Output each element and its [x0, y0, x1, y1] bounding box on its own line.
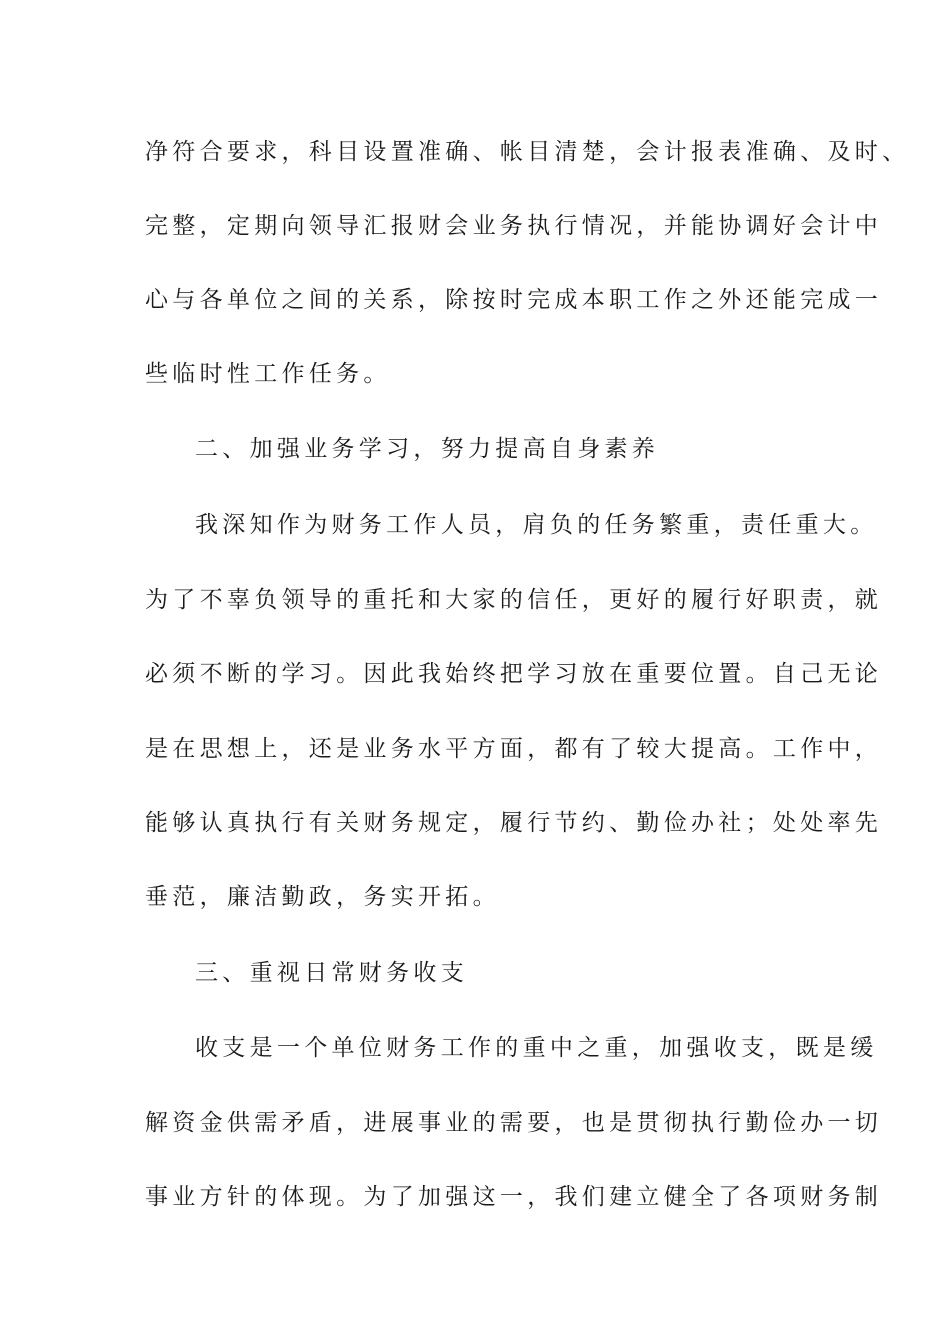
body-line: 为了不辜负领导的重托和大家的信任，更好的履行好职责，就	[145, 587, 883, 613]
section-heading: 二、加强业务学习，努力提高自身素养	[195, 436, 660, 462]
body-line: 净符合要求，科目设置准确、帐目清楚，会计报表准确、及时、	[145, 139, 910, 165]
section-heading: 三、重视日常财务收支	[195, 960, 468, 986]
body-line: 心与各单位之间的关系，除按时完成本职工作之外还能完成一	[145, 287, 883, 313]
body-line: 我深知作为财务工作人员，肩负的任务繁重，责任重大。	[195, 512, 878, 538]
body-line: 解资金供需矛盾，进展事业的需要，也是贯彻执行勤俭办一切	[145, 1110, 883, 1136]
body-line: 事业方针的体现。为了加强这一，我们建立健全了各项财务制	[145, 1184, 883, 1210]
body-line: 能够认真执行有关财务规定，履行节约、勤俭办社；处处率先	[145, 810, 883, 836]
body-line: 必须不断的学习。因此我始终把学习放在重要位置。自己无论	[145, 661, 883, 687]
body-line: 垂范，廉洁勤政，务实开拓。	[145, 884, 500, 910]
body-line: 收支是一个单位财务工作的重中之重，加强收支，既是缓	[195, 1035, 878, 1061]
body-line: 完整，定期向领导汇报财会业务执行情况，并能协调好会计中	[145, 213, 883, 239]
body-line: 是在思想上，还是业务水平方面，都有了较大提高。工作中，	[145, 736, 883, 762]
body-line: 些临时性工作任务。	[145, 361, 391, 387]
